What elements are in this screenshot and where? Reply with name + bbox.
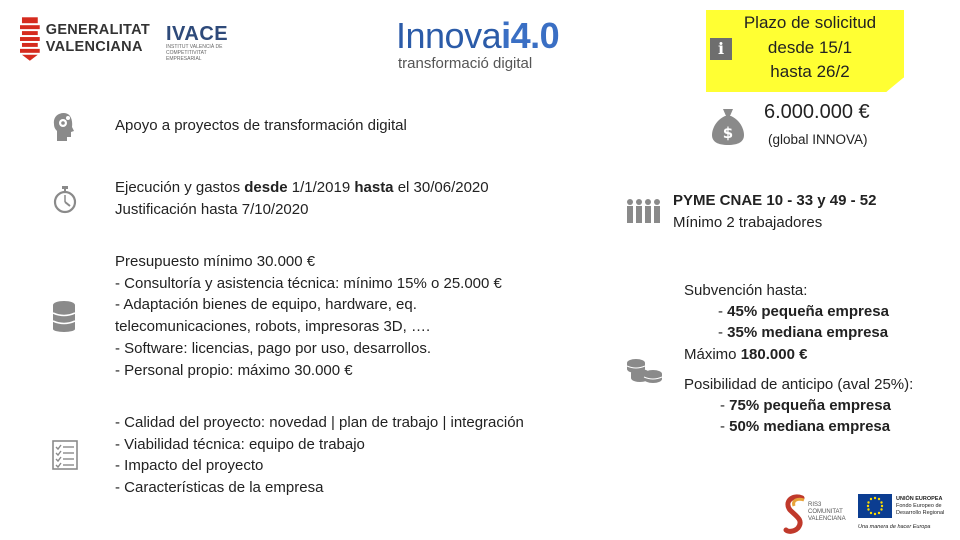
item-digital-transformation: Apoyo a proyectos de transformación digital (115, 117, 407, 134)
eu-logo-line2: Fondo Europeo de (896, 503, 942, 509)
item-evaluation-criteria (115, 412, 524, 499)
generalitat-emblem-icon (20, 17, 40, 61)
ris3-logo-line1: RIS3 (808, 502, 822, 508)
ris3-s-shape-icon (782, 494, 808, 534)
eu-logo-line3: Desarrollo Regional (896, 510, 945, 516)
sticky-note-line1: Plazo de solicitud (743, 13, 877, 32)
execution-dates-line1 (115, 177, 489, 199)
ivace-logo (166, 23, 229, 62)
maximum-amount: 180.000 € (740, 346, 808, 363)
people-icon (626, 198, 662, 224)
execution-text-pre: Ejecución y gastos (115, 179, 245, 196)
justification-date: Justificación hasta 7/10/2020 (115, 200, 309, 218)
pyme-min-workers: Mínimo 2 trabajadores (673, 214, 823, 231)
budget-line: - Consultoría y asistencia técnica: mínimo 15% o 25.000 € (115, 274, 502, 292)
eu-logo-motto: Una manera de hacer Europa (858, 524, 931, 530)
subsidy-maximum (684, 346, 807, 363)
bullet-dash: - (718, 324, 728, 341)
maximum-label: Máximo (684, 346, 741, 363)
execution-text-hasta: hasta (354, 179, 394, 196)
innova-i40-logo (396, 16, 576, 80)
ivace-logo-subtitle1: INSTITUT VALENCIÀ DE (166, 44, 223, 50)
stopwatch-icon (52, 186, 78, 214)
execution-text-desde: desde (244, 179, 288, 196)
sticky-note-line2: desde 15/1 (767, 38, 853, 57)
criteria-line: - Calidad del proyecto: novedad | plan de trabajo | integración (115, 414, 524, 431)
ivace-logo-subtitle2: COMPETITIVITAT EMPRESARIAL (166, 50, 207, 62)
ivace-logo-name: IVACE (166, 23, 229, 45)
checklist-icon (52, 440, 78, 470)
budget-line: - Software: licencias, pago por uso, desarrollos. (115, 339, 431, 357)
subsidy-small-company (718, 303, 889, 320)
advance-title: Posibilidad de anticipo (aval 25%): (684, 376, 914, 393)
bullet-dash: - (718, 303, 728, 320)
ris3-logo-line2: COMUNITAT (808, 509, 843, 515)
bullet-dash: - (720, 397, 730, 414)
generalitat-logo-line2: VALENCIANA (45, 39, 143, 55)
bullet-dash: - (720, 418, 730, 435)
database-icon (52, 300, 76, 332)
eu-flag-icon (858, 494, 892, 518)
subsidy-medium-company (718, 324, 888, 341)
execution-text-mid: 1/1/2019 (287, 179, 355, 196)
svg-text:$: $ (722, 124, 734, 142)
eu-logo-line1: UNIÓN EUROPEA (896, 496, 943, 502)
advance-medium-company (720, 418, 890, 435)
budget-line: telecomunicaciones, robots, impresoras 3D, …. (115, 318, 431, 336)
generalitat-valenciana-logo (20, 14, 150, 64)
subsidy-title: Subvención hasta: (684, 282, 808, 299)
budget-line: - Adaptación bienes de equipo, hardware, eq. (115, 296, 417, 314)
innova-logo-word: Innova (396, 15, 502, 56)
info-icon: i (710, 38, 732, 60)
item-execution-dates (115, 177, 489, 220)
global-budget-note: (global INNOVA) (768, 132, 868, 147)
item-budget-details (115, 251, 502, 381)
eu-stars-icon (858, 494, 892, 518)
ris3-comunitat-valenciana-logo (780, 494, 846, 538)
coins-icon (626, 358, 664, 384)
advance-small-pct: 75% pequeña empresa (729, 397, 891, 414)
criteria-line: - Características de la empresa (115, 479, 324, 497)
budget-line: Presupuesto mínimo 30.000 € (115, 253, 316, 270)
budget-line: - Personal propio: máximo 30.000 € (115, 361, 353, 379)
european-union-feder-logo (858, 494, 958, 538)
innova-logo-suffix: i4.0 (501, 15, 560, 56)
innova-logo-tagline: transformació digital (398, 55, 533, 72)
sticky-note-line3: hasta 26/2 (770, 62, 850, 81)
head-gears-icon (52, 112, 76, 142)
ris3-logo-line3: VALENCIANA (808, 516, 846, 522)
subsidy-small-pct: 45% pequeña empresa (727, 303, 889, 320)
criteria-line: - Impacto del proyecto (115, 457, 264, 475)
criteria-line: - Viabilidad técnica: equipo de trabajo (115, 435, 365, 453)
pyme-cnae: PYME CNAE 10 - 33 y 49 - 52 (673, 192, 877, 209)
money-bag-icon (710, 107, 746, 147)
advance-medium-pct: 50% mediana empresa (729, 418, 891, 435)
generalitat-logo-line1: GENERALITAT (45, 22, 150, 38)
subsidy-medium-pct: 35% mediana empresa (727, 324, 889, 341)
global-budget-amount: 6.000.000 € (764, 101, 870, 123)
execution-text-post: el 30/06/2020 (393, 179, 489, 196)
advance-small-company (720, 397, 891, 414)
